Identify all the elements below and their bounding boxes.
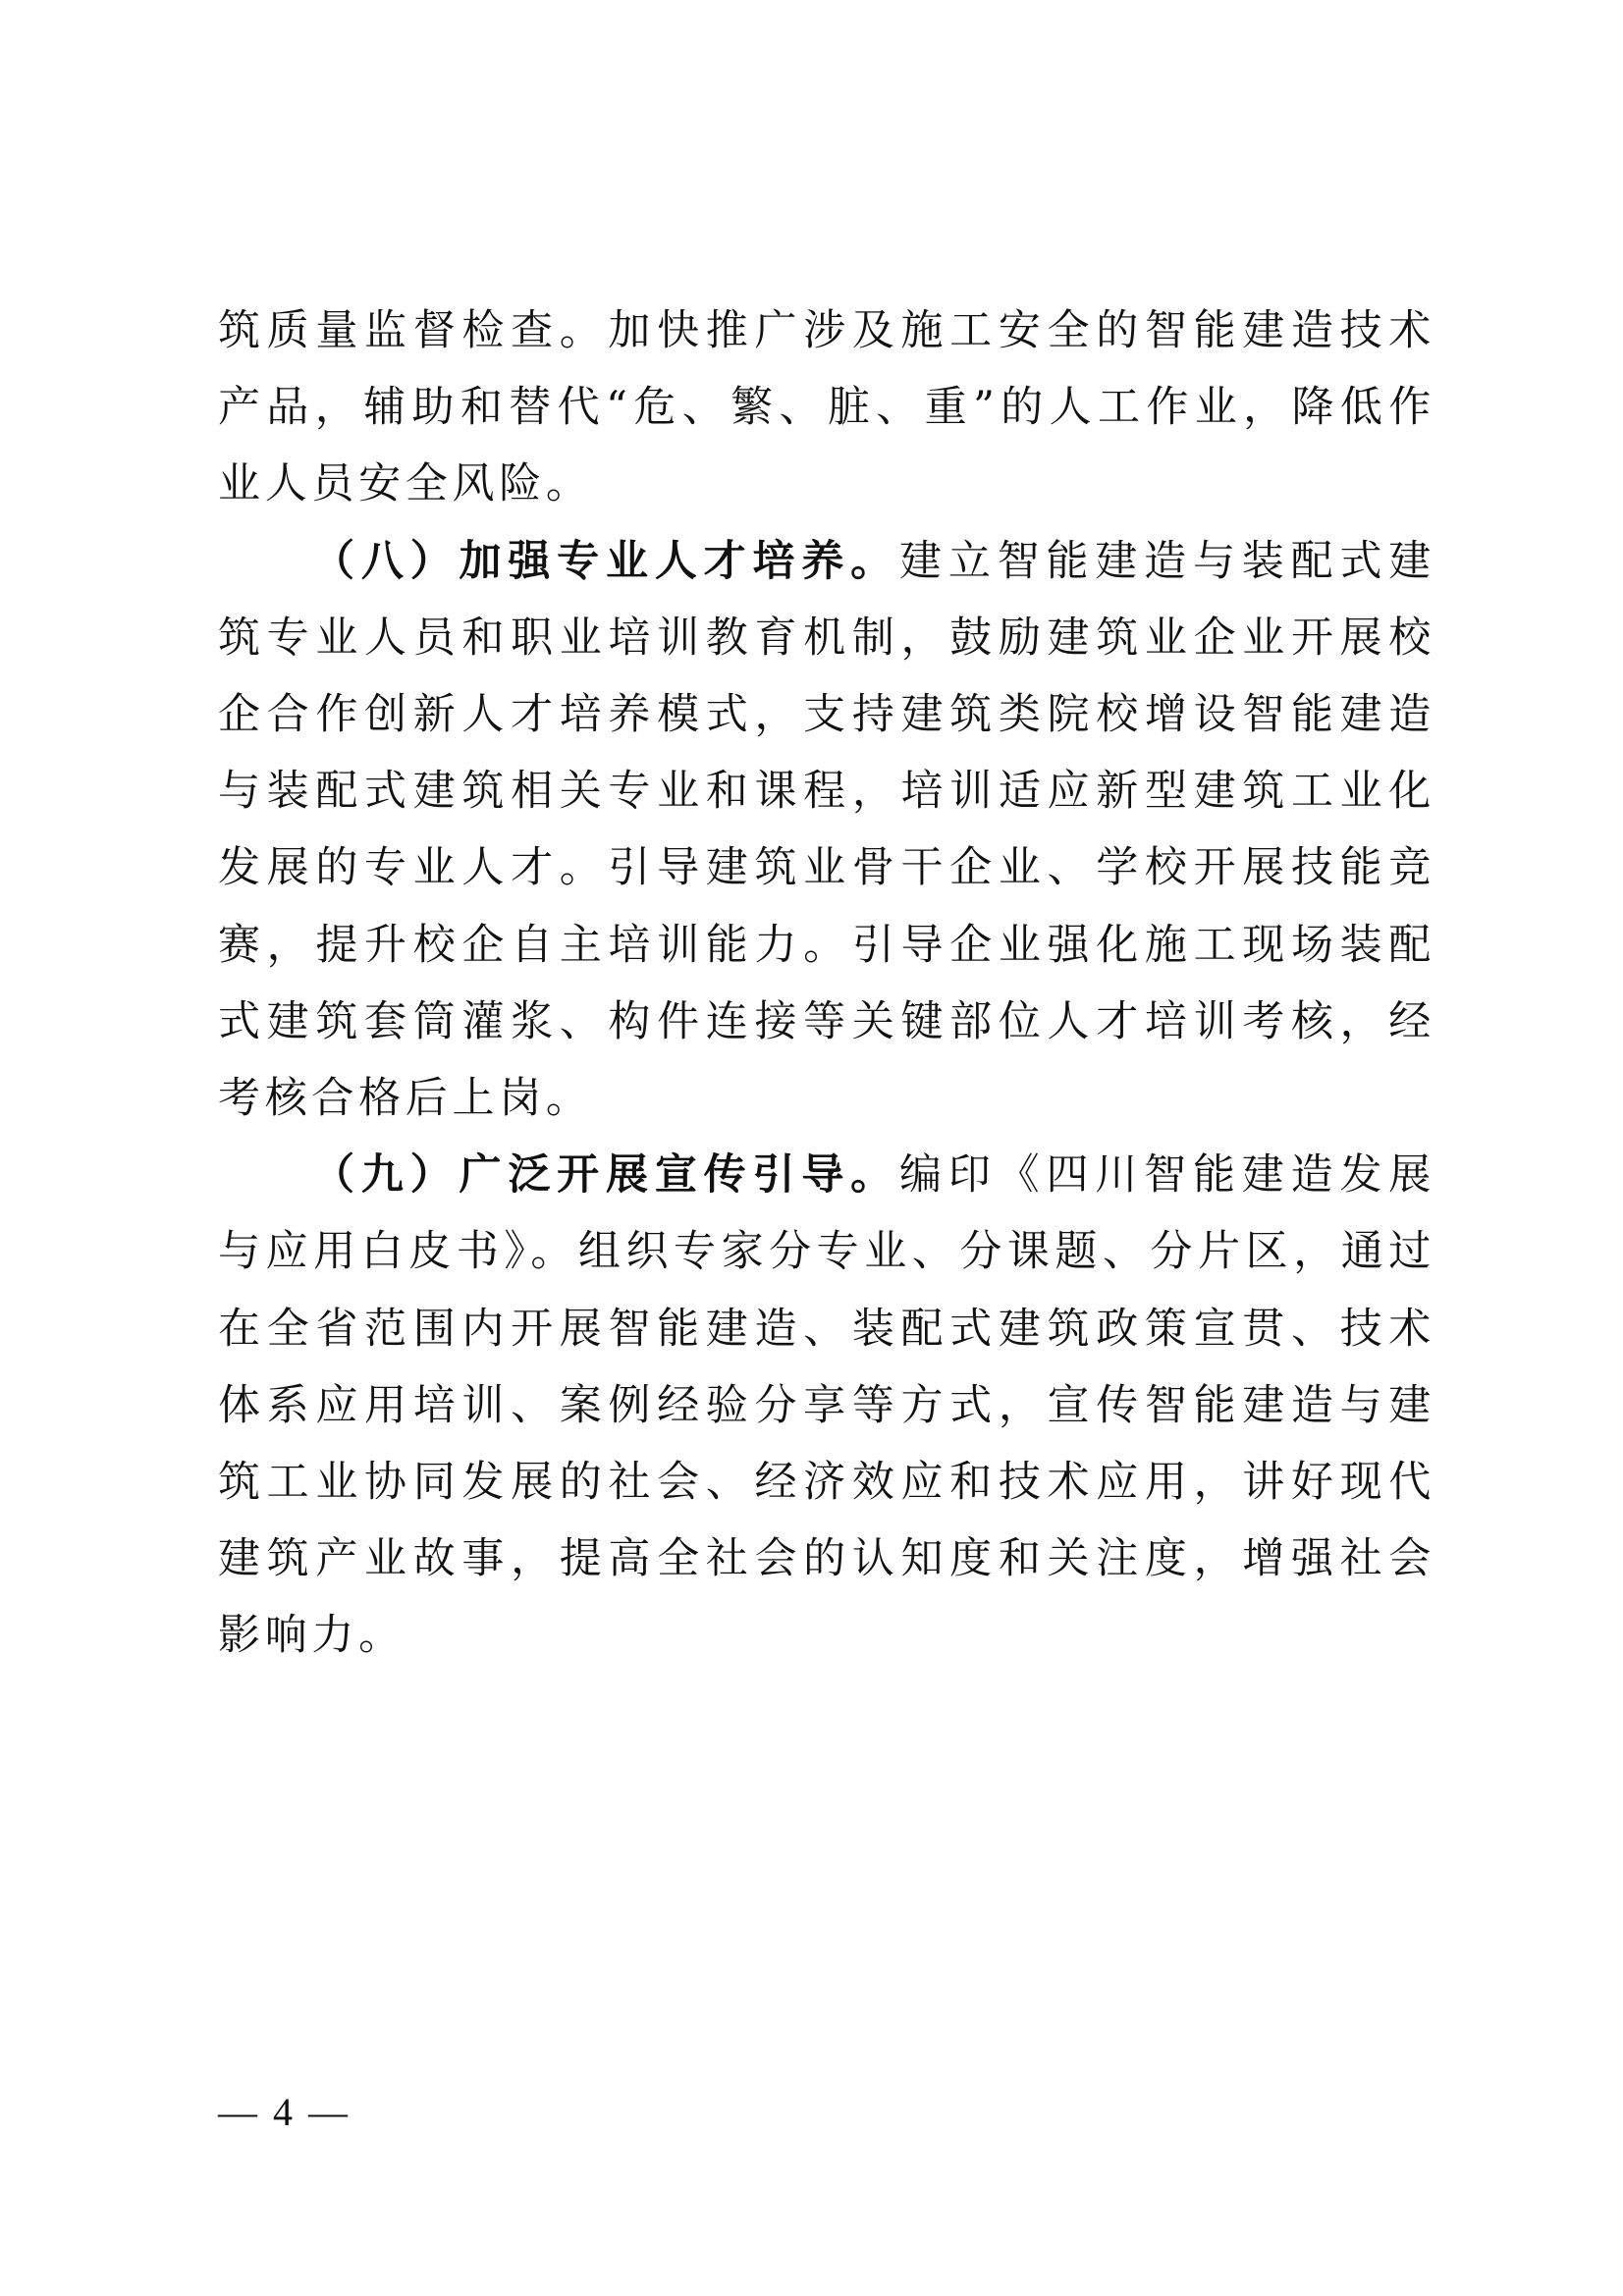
paragraph-text: 编印《四川智能建造发展与应用白皮书》。组织专家分专业、分课题、分片区，通过在全省范围内开展智能建造、装配式建筑政策宣贯、技术体系应用培训、案例经验分享等方式，宣传智能建造与建筑工业协同发展的社会、经济效应和技术应用，讲好现代建筑产业故事，提高全社会的认知度和关注度，增强社会影响力。 [218,1150,1435,1661]
paragraph-text: 建立智能建造与装配式建筑专业人员和职业培训教育机制，鼓励建筑业企业开展校企合作创新人才培养模式，支持建筑类院校增设智能建造与装配式建筑相关专业和课程，培训适应新型建筑工业化发展的专业人才。引导建筑业骨干企业、学校开展技能竞赛，提升校企自主培训能力。引导企业强化施工现场装配式建筑套筒灌浆、构件连接等关键部位人才培训考核，经考核合格后上岗。 [218,536,1435,1124]
paragraph-continuation [218,293,1435,523]
footer-dash-right: — [308,2090,348,2134]
footer-dash-left: — [218,2090,257,2134]
page-number-footer [218,2089,348,2136]
document-body [218,293,1435,1675]
paragraph-talent-training [218,523,1435,1138]
page-number: 4 [273,2090,293,2134]
section-heading-publicity: （九）广泛开展宣传引导。 [312,1150,899,1201]
paragraph-publicity [218,1137,1435,1674]
section-heading-talent-training: （八）加强专业人才培养。 [312,536,899,586]
paragraph-text: 筑质量监督检查。加快推广涉及施工安全的智能建造技术产品，辅助和替代“危、繁、脏、重”的人工作业，降低作业人员安全风险。 [218,306,1435,509]
